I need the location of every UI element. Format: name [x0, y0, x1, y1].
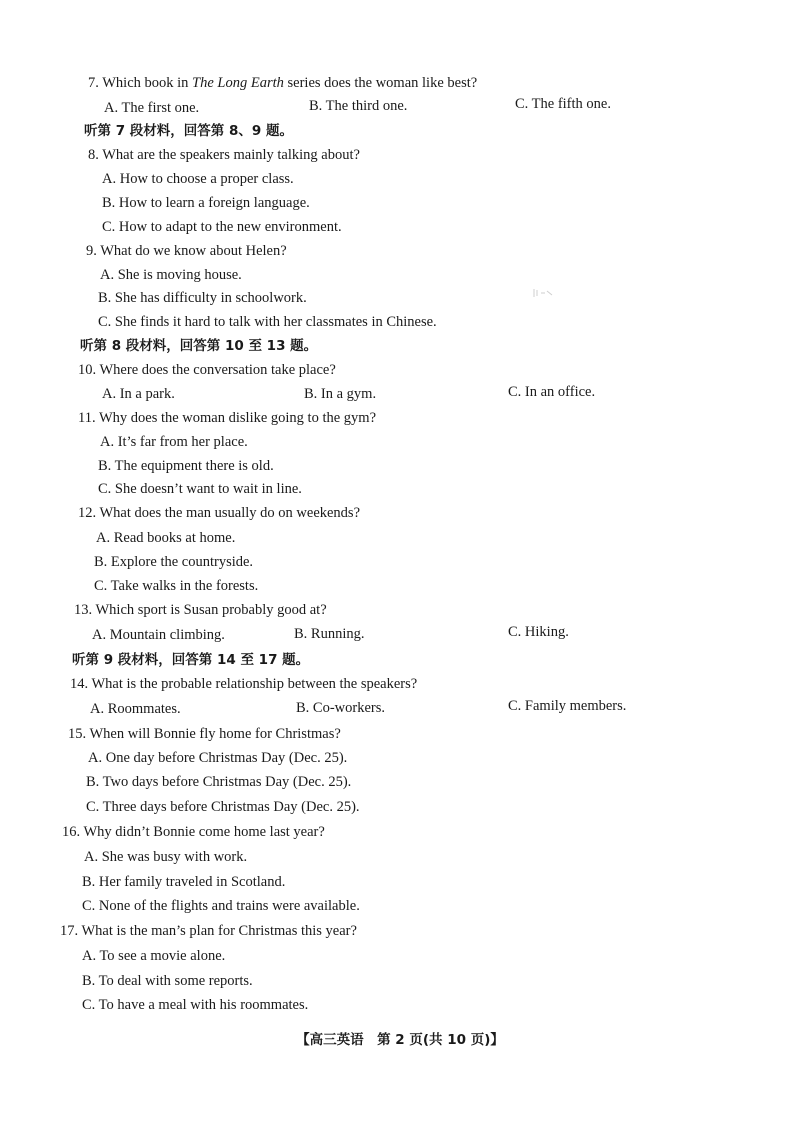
- stray-pencil-mark-icon: [532, 287, 554, 299]
- question-7-stem: [88, 74, 477, 92]
- option-13c: C. Hiking.: [508, 624, 569, 640]
- option-8c: C. How to adapt to the new environment.: [102, 219, 342, 235]
- option-10a: A. In a park.: [102, 386, 175, 402]
- option-15c: C. Three days before Christmas Day (Dec. 25).: [86, 799, 360, 815]
- option-7b: B. The third one.: [309, 98, 408, 114]
- option-12c: C. Take walks in the forests.: [94, 578, 259, 594]
- question-14-stem: 14. What is the probable relationship between the speakers?: [70, 676, 418, 692]
- option-16b: B. Her family traveled in Scotland.: [82, 874, 286, 890]
- option-10c: C. In an office.: [508, 384, 596, 400]
- section-heading-7: 听第 7 段材料，回答第 8、9 题。: [84, 123, 293, 139]
- option-15a: A. One day before Christmas Day (Dec. 25).: [88, 750, 348, 766]
- option-7a: A. The first one.: [104, 100, 200, 116]
- option-9b: B. She has difficulty in schoolwork.: [98, 290, 307, 306]
- section-heading-9: 听第 9 段材料，回答第 14 至 17 题。: [72, 652, 310, 668]
- option-14b: B. Co-workers.: [296, 700, 386, 716]
- question-8-stem: 8. What are the speakers mainly talking about?: [88, 147, 360, 163]
- option-14c: C. Family members.: [508, 698, 627, 714]
- option-11a: A. It’s far from her place.: [100, 434, 248, 450]
- option-17a: A. To see a movie alone.: [82, 948, 226, 964]
- option-11c: C. She doesn’t want to wait in line.: [98, 481, 302, 497]
- section-heading-8: 听第 8 段材料，回答第 10 至 13 题。: [80, 338, 318, 354]
- question-10-stem: 10. Where does the conversation take place?: [78, 362, 336, 378]
- stem-text: 7. Which book in: [88, 75, 193, 91]
- option-16a: A. She was busy with work.: [84, 849, 248, 865]
- question-17-stem: 17. What is the man’s plan for Christmas this year?: [60, 923, 357, 939]
- option-12a: A. Read books at home.: [96, 530, 236, 546]
- option-16c: C. None of the flights and trains were available.: [82, 898, 360, 914]
- option-7c: C. The fifth one.: [515, 96, 611, 112]
- question-16-stem: 16. Why didn’t Bonnie come home last year?: [62, 824, 325, 840]
- option-13b: B. Running.: [294, 626, 365, 642]
- option-10b: B. In a gym.: [304, 386, 377, 402]
- question-11-stem: 11. Why does the woman dislike going to the gym?: [78, 410, 377, 426]
- option-15b: B. Two days before Christmas Day (Dec. 25).: [86, 774, 352, 790]
- option-9c: C. She finds it hard to talk with her classmates in Chinese.: [98, 314, 437, 330]
- question-12-stem: 12. What does the man usually do on weekends?: [78, 505, 361, 521]
- option-17b: B. To deal with some reports.: [82, 973, 253, 989]
- stem-text: series does the woman like best?: [283, 75, 478, 91]
- option-8a: A. How to choose a proper class.: [102, 171, 294, 187]
- question-15-stem: 15. When will Bonnie fly home for Christmas?: [68, 726, 341, 742]
- option-8b: B. How to learn a foreign language.: [102, 195, 310, 211]
- option-14a: A. Roommates.: [90, 701, 181, 717]
- book-title: The Long Earth: [192, 75, 284, 91]
- option-17c: C. To have a meal with his roommates.: [82, 997, 309, 1013]
- option-11b: B. The equipment there is old.: [98, 458, 274, 474]
- option-13a: A. Mountain climbing.: [92, 627, 225, 643]
- option-12b: B. Explore the countryside.: [94, 554, 254, 570]
- page-footer: 【高三英语 第 2 页(共 10 页)】: [296, 1032, 504, 1048]
- question-13-stem: 13. Which sport is Susan probably good at?: [74, 602, 327, 618]
- option-9a: A. She is moving house.: [100, 267, 242, 283]
- question-9-stem: 9. What do we know about Helen?: [86, 243, 287, 259]
